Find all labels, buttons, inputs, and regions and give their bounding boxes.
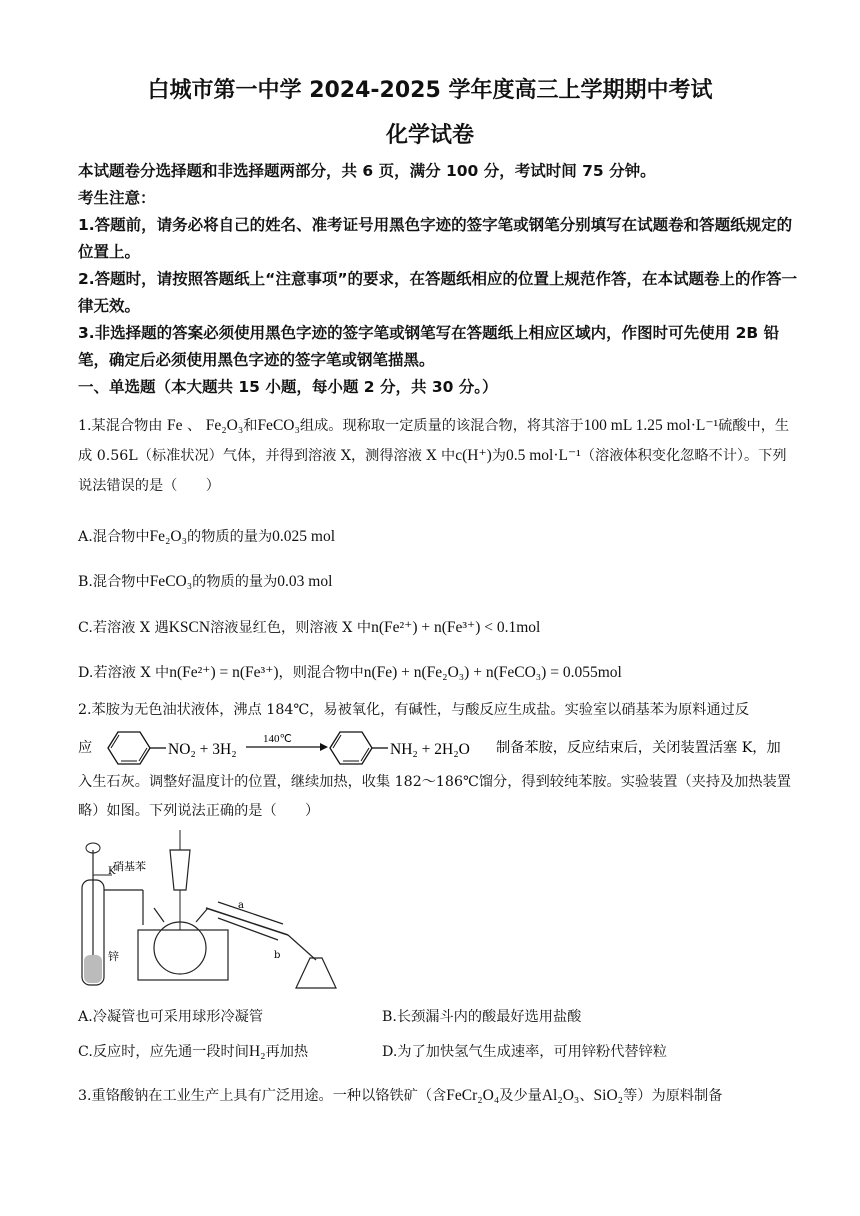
eq-right: NH₂ + 2H₂O	[390, 741, 470, 758]
notice-1: 1.答题前，请务必将自己的姓名、准考证号用黑色字迹的签字笔或钢笔分别填写在试题卷和答题纸规定的位置上。	[78, 216, 793, 261]
eq-prefix: 应	[78, 740, 93, 756]
q1-option-c: C.若溶液 X 遇KSCN溶液显红色，则溶液 X 中n(Fe²⁺) + n(Fe³⁺) < 0.1mol	[78, 619, 541, 636]
benzene-ring-icon	[330, 732, 388, 764]
apparatus-figure	[78, 830, 338, 995]
notice-2: 2.答题时，请按照答题纸上“注意事项”的要求，在答题纸相应的位置上规范作答，在本试题卷上的作答一律无效。	[78, 270, 798, 315]
q2-option-a: A.冷凝管也可采用球形冷凝管	[78, 1009, 264, 1025]
label-b: b	[274, 950, 281, 961]
notice-3: 3.非选择题的答案必须使用黑色字迹的签字笔或钢笔写在答题纸上相应区域内，作图时可先使用 2B 铅笔，确定后必须使用黑色字迹的签字笔或钢笔描黑。	[78, 324, 780, 369]
question-3-stem: 3.重铬酸钠在工业生产上具有广泛用途。一种以铬铁矿（含FeCr₂O₄及少量Al₂O₃、SiO₂等）为原料制备	[78, 1087, 723, 1104]
question-2-line1: 2.苯胺为无色油状液体，沸点 184℃，易被氧化，有碱性，与酸反应生成盐。实验室以硝基苯为原料通过反	[78, 702, 750, 718]
exam-subtitle: 化学试卷	[385, 123, 474, 148]
exam-summary: 本试题卷分选择题和非选择题两部分，共 6 页，满分 100 分，考试时间 75 分钟。	[78, 162, 656, 180]
exam-title: 白城市第一中学 2024-2025 学年度高三上学期期中考试	[147, 78, 713, 103]
benzene-ring-icon	[108, 732, 166, 764]
q2-option-b: B.长颈漏斗内的酸最好选用盐酸	[382, 1009, 582, 1025]
q2-option-d: D.为了加快氢气生成速率，可用锌粉代替锌粒	[382, 1044, 667, 1060]
question-1-stem: 1.某混合物由 Fe 、 Fe₂O₃和FeCO₃组成。现称取一定质量的该混合物，将其溶于100 mL 1.25 mol·L⁻¹硫酸中，生成 0.56L（标准状况）气体，并得到溶液 X，测得溶液 X 中c(H⁺)为0.5 mol·L⁻¹（溶液体积变化忽略不计）。下列说法错误的是（ ）	[78, 417, 790, 494]
q1-option-a: A.混合物中Fe₂O₃的物质的量为0.025 mol	[78, 528, 336, 545]
eq-left: NO₂ + 3H₂	[168, 741, 237, 758]
reaction-equation	[78, 728, 798, 768]
question-2-rest: 入生石灰。调整好温度计的位置，继续加热，收集 182～186℃馏分，得到较纯苯胺。实验装置（夹持及加热装置略）如图。下列说法正确的是（ ）	[78, 774, 791, 819]
eq-suffix: 制备苯胺，反应结束后，关闭装置活塞 K，加	[496, 740, 781, 756]
label-k: K	[108, 866, 116, 877]
q1-option-b: B.混合物中FeCO₃的物质的量为0.03 mol	[78, 573, 333, 590]
q2-option-c: C.反应时，应先通一段时间H₂再加热	[78, 1043, 309, 1060]
eq-condition: 140℃	[263, 733, 292, 745]
label-zinc: 锌	[108, 950, 119, 963]
label-a: a	[238, 900, 244, 911]
q1-option-d: D.若溶液 X 中n(Fe²⁺) = n(Fe³⁺)，则混合物中n(Fe) + n(Fe₂O₃) + n(FeCO₃) = 0.055mol	[78, 664, 622, 681]
section-heading: 一、单选题（本大题共 15 小题，每小题 2 分，共 30 分。）	[78, 378, 498, 396]
label-nitrobenzene: 硝基苯	[113, 860, 146, 873]
notice-heading: 考生注意：	[78, 189, 156, 207]
